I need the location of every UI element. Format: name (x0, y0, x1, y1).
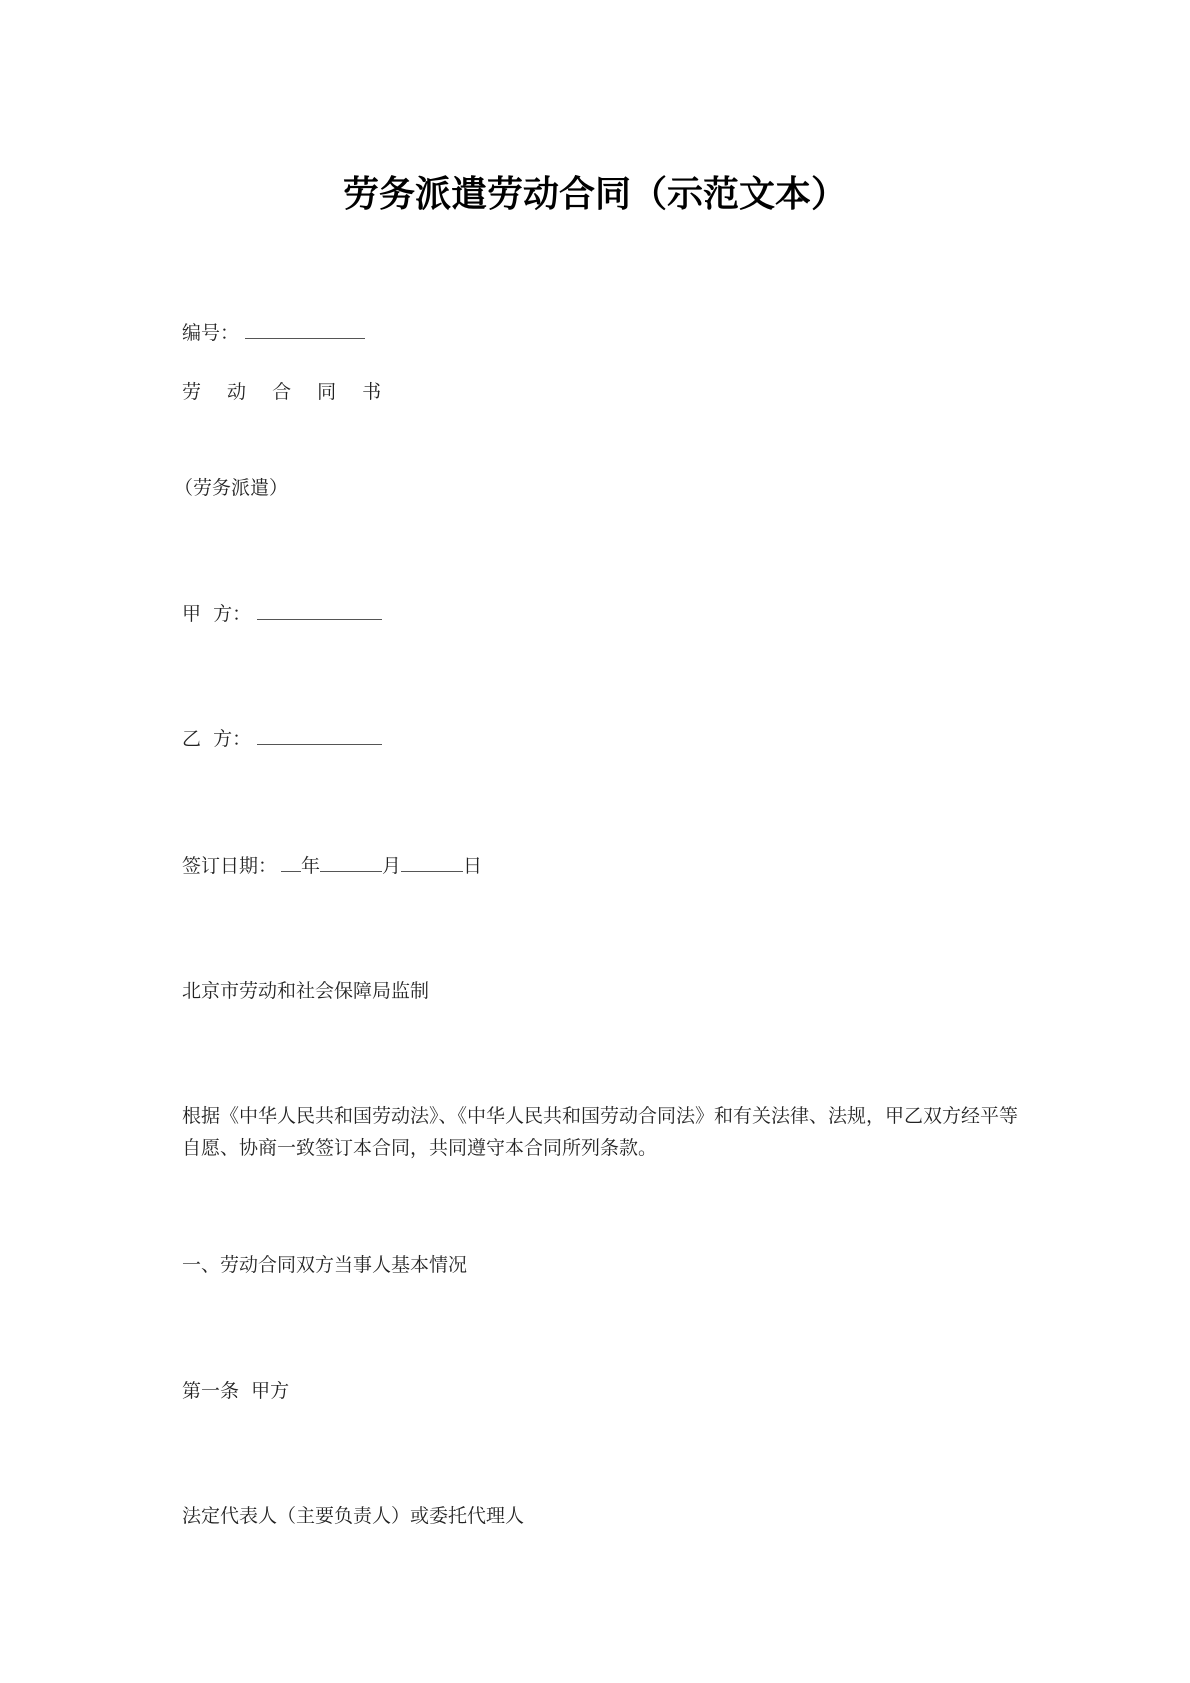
document-title: 劳务派遣劳动合同（示范文本） (342, 174, 847, 215)
party-a-field[interactable] (257, 601, 382, 620)
serial-number-row (182, 320, 365, 345)
year-suffix: 年 (301, 855, 321, 877)
party-b-label: 乙 方： (182, 728, 252, 750)
sign-date-row (182, 853, 482, 878)
serial-number-label: 编号： (182, 322, 240, 344)
serial-number-field[interactable] (245, 320, 365, 339)
party-b-row (182, 726, 382, 751)
contract-heading: 劳 动 合 同 书 (182, 381, 392, 403)
article-1-heading: 第一条 甲方 (182, 1380, 290, 1402)
supervisor-note: 北京市劳动和社会保障局监制 (182, 980, 430, 1002)
party-a-label: 甲 方： (182, 603, 252, 625)
section-heading-1: 一、劳动合同双方当事人基本情况 (182, 1254, 468, 1276)
day-suffix: 日 (463, 855, 483, 877)
party-a-row (182, 601, 382, 626)
preamble-paragraph: 根据《中华人民共和国劳动法》、《中华人民共和国劳动合同法》和有关法律、法规，甲乙双方经平等自愿、协商一致签订本合同，共同遵守本合同所列条款。 (182, 1105, 1019, 1159)
legal-representative-label: 法定代表人（主要负责人）或委托代理人 (182, 1505, 525, 1527)
party-b-field[interactable] (257, 726, 382, 745)
sign-month-field[interactable] (320, 853, 382, 872)
sign-day-field[interactable] (401, 853, 463, 872)
month-suffix: 月 (382, 855, 402, 877)
sign-year-field[interactable] (281, 853, 301, 872)
contract-subtitle: （劳务派遣） (174, 477, 289, 499)
sign-date-label: 签订日期： (182, 855, 278, 877)
